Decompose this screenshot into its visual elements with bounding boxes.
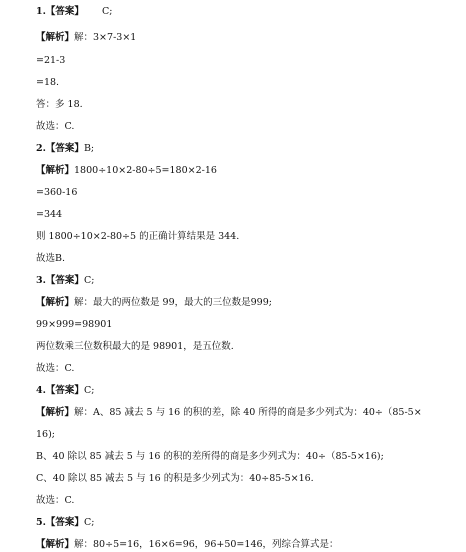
analysis-line-4 bbox=[36, 407, 422, 419]
analysis-text: 解：3×7-3×1 bbox=[74, 32, 137, 43]
answer-line-3 bbox=[36, 275, 94, 287]
analysis-line-1 bbox=[36, 32, 136, 44]
text-line: 故选：C. bbox=[36, 495, 75, 506]
answer-text: C; bbox=[83, 517, 95, 528]
analysis-tag: 【解析】 bbox=[36, 32, 75, 43]
answer-text: B; bbox=[83, 143, 95, 154]
answer-line-5 bbox=[36, 517, 94, 529]
answer-line-4 bbox=[36, 385, 94, 397]
text-line: 99×999=98901 bbox=[36, 319, 113, 330]
text-line: 故选：C. bbox=[36, 121, 75, 132]
analysis-tag: 【解析】 bbox=[36, 407, 75, 418]
text-line: C、40 除以 85 减去 5 与 16 的积是多少列式为：40÷85-5×16. bbox=[36, 473, 314, 484]
answer-line-1 bbox=[36, 6, 112, 18]
analysis-text: 解：80÷5=16，16×6=96，96+50=146，列综合算式是： bbox=[74, 539, 339, 550]
question-number: 4. bbox=[36, 385, 46, 396]
text-line: =21-3 bbox=[36, 55, 66, 66]
text-line: 16); bbox=[36, 429, 55, 440]
question-number: 3. bbox=[36, 275, 46, 286]
question-number: 1. bbox=[36, 6, 46, 17]
text-line: 故选B. bbox=[36, 253, 66, 264]
text-line: B、40 除以 85 减去 5 与 16 的积的差所得的商是多少列式为：40÷（85-5×16); bbox=[36, 451, 384, 462]
question-number: 5. bbox=[36, 517, 46, 528]
text-line: 答：多 18. bbox=[36, 99, 83, 110]
analysis-line-3 bbox=[36, 297, 272, 309]
text-line: 则 1800÷10×2-80÷5 的正确计算结果是 344. bbox=[36, 231, 240, 242]
answer-tag: 【答案】 bbox=[45, 275, 84, 286]
answer-text: C; bbox=[83, 385, 95, 396]
answer-tag: 【答案】 bbox=[45, 143, 84, 154]
text-line: =360-16 bbox=[36, 187, 78, 198]
answer-tag: 【答案】 bbox=[45, 6, 84, 17]
analysis-tag: 【解析】 bbox=[36, 297, 75, 308]
analysis-text: 解：最大的两位数是 99，最大的三位数是999; bbox=[74, 297, 272, 308]
analysis-tag: 【解析】 bbox=[36, 165, 75, 176]
analysis-tag: 【解析】 bbox=[36, 539, 75, 550]
question-number: 2. bbox=[36, 143, 46, 154]
analysis-text: 解：A、85 减去 5 与 16 的积的差，除 40 所得的商是多少列式为：40÷（85-5× bbox=[74, 407, 422, 418]
answer-tag: 【答案】 bbox=[45, 385, 84, 396]
text-line: 故选：C. bbox=[36, 363, 75, 374]
answer-line-2 bbox=[36, 143, 94, 155]
answer-text: C; bbox=[83, 275, 95, 286]
analysis-line-2 bbox=[36, 165, 217, 177]
answer-text: C; bbox=[101, 6, 113, 17]
text-line: 两位数乘三位数积最大的是 98901，是五位数. bbox=[36, 341, 234, 352]
answer-tag: 【答案】 bbox=[45, 517, 84, 528]
text-line: =344 bbox=[36, 209, 63, 220]
analysis-line-5 bbox=[36, 539, 339, 551]
analysis-text: 1800÷10×2-80÷5=180×2-16 bbox=[74, 165, 217, 176]
text-line: =18. bbox=[36, 77, 60, 88]
